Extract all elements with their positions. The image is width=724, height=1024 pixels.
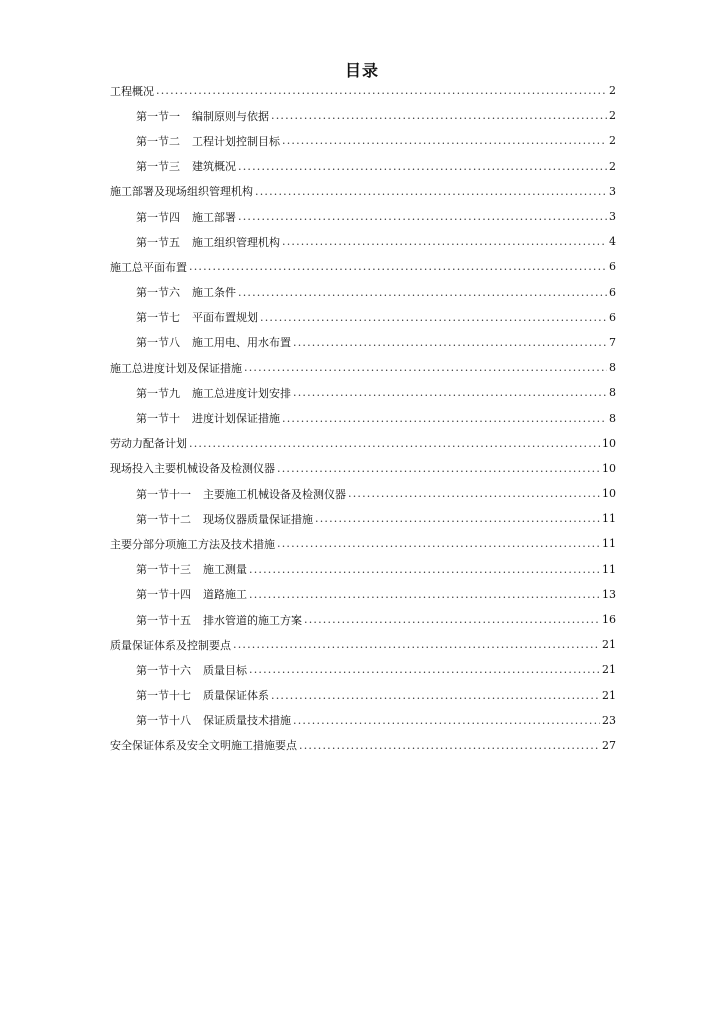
toc-dot-leader: [299, 739, 600, 752]
toc-page-number: 2: [609, 134, 616, 148]
toc-section-number: 第一节十三: [136, 563, 191, 577]
toc-entry-text: 质量保证体系: [203, 689, 269, 703]
toc-dot-leader: [293, 386, 607, 399]
toc-subentry[interactable]: [110, 229, 616, 254]
toc-entry[interactable]: [110, 456, 616, 481]
toc-page-number: 23: [602, 713, 616, 727]
toc-dot-leader: [233, 638, 600, 651]
toc-entry-text: 施工部署: [192, 210, 236, 224]
toc-entry-text: 施工部署及现场组织管理机构: [110, 185, 253, 199]
toc-page-number: 6: [609, 260, 616, 274]
toc-page-number: 8: [609, 411, 616, 425]
toc-dot-leader: [271, 109, 607, 122]
toc-dot-leader: [260, 311, 607, 324]
toc-section-number: 第一节十二: [136, 512, 191, 526]
toc-dot-leader: [348, 487, 600, 500]
toc-dot-leader: [277, 462, 600, 475]
toc-dot-leader: [293, 336, 607, 349]
toc-subentry[interactable]: [110, 330, 616, 355]
toc-page-number: 10: [602, 436, 616, 450]
toc-entry-text: 施工条件: [192, 286, 236, 300]
toc-subentry[interactable]: [110, 657, 616, 682]
toc-page-number: 11: [602, 562, 616, 576]
toc-entry[interactable]: [110, 531, 616, 556]
toc-page-number: 3: [609, 210, 616, 224]
toc-entry-text: 质量保证体系及控制要点: [110, 638, 231, 652]
toc-entry-text: 保证质量技术措施: [203, 714, 291, 728]
toc-entry-text: 施工总平面布置: [110, 260, 187, 274]
toc-entry-text: 施工组织管理机构: [192, 235, 280, 249]
toc-entry-text: 施工用电、用水布置: [192, 336, 291, 350]
toc-section-number: 第一节十一: [136, 487, 191, 501]
toc-section-number: 第一节一: [136, 109, 180, 123]
toc-dot-leader: [249, 588, 600, 601]
toc-dot-leader: [282, 134, 607, 147]
toc-page-number: 27: [602, 738, 616, 752]
toc-subentry[interactable]: [110, 103, 616, 128]
toc-entry-text: 编制原则与依据: [192, 109, 269, 123]
toc-page-number: 4: [609, 235, 616, 249]
toc-entry-text: 建筑概况: [192, 160, 236, 174]
toc-entry-text: 劳动力配备计划: [110, 437, 187, 451]
toc-page-number: 7: [609, 335, 616, 349]
toc-dot-leader: [271, 689, 600, 702]
toc-section-number: 第一节八: [136, 336, 180, 350]
toc-section-number: 第一节十五: [136, 613, 191, 627]
toc-entry-text: 平面布置规划: [192, 311, 258, 325]
toc-entry[interactable]: [110, 733, 616, 758]
toc-page-number: 8: [609, 361, 616, 375]
toc-dot-leader: [249, 563, 600, 576]
toc-subentry[interactable]: [110, 506, 616, 531]
toc-entry-text: 工程计划控制目标: [192, 134, 280, 148]
toc-dot-leader: [244, 361, 607, 374]
toc-dot-leader: [255, 185, 607, 198]
toc-section-number: 第一节十六: [136, 663, 191, 677]
toc-dot-leader: [238, 210, 607, 223]
toc-section-number: 第一节五: [136, 235, 180, 249]
toc-page-number: 8: [609, 386, 616, 400]
toc-subentry[interactable]: [110, 154, 616, 179]
toc-page-number: 3: [609, 184, 616, 198]
toc-section-number: 第一节二: [136, 134, 180, 148]
toc-entry-text: 安全保证体系及安全文明施工措施要点: [110, 739, 297, 753]
toc-dot-leader: [156, 84, 607, 97]
toc-section-number: 第一节三: [136, 160, 180, 174]
toc-entry-text: 主要施工机械设备及检测仪器: [203, 487, 346, 501]
toc-dot-leader: [189, 437, 600, 450]
toc-section-number: 第一节四: [136, 210, 180, 224]
toc-subentry[interactable]: [110, 683, 616, 708]
toc-dot-leader: [277, 537, 600, 550]
toc-entry-text: 道路施工: [203, 588, 247, 602]
toc-entry-text: 排水管道的施工方案: [203, 613, 302, 627]
toc-entry-text: 现场仪器质量保证措施: [203, 512, 313, 526]
toc-page-number: 16: [602, 613, 616, 627]
toc-entry-text: 施工总进度计划安排: [192, 386, 291, 400]
toc-entry-text: 现场投入主要机械设备及检测仪器: [110, 462, 275, 476]
toc-section-number: 第一节七: [136, 311, 180, 325]
toc-subentry[interactable]: [110, 204, 616, 229]
toc-entry[interactable]: [110, 78, 616, 103]
toc-page-number: 10: [602, 487, 616, 501]
page-title: 目录: [344, 61, 379, 80]
toc-page-number: 21: [602, 638, 616, 652]
toc-page-number: 6: [609, 285, 616, 299]
toc-entry-text: 质量目标: [203, 663, 247, 677]
toc-subentry[interactable]: [110, 481, 616, 506]
toc-dot-leader: [282, 235, 607, 248]
toc-dot-leader: [282, 412, 607, 425]
toc-entry-text: 施工测量: [203, 563, 247, 577]
toc-dot-leader: [189, 260, 607, 273]
toc-subentry[interactable]: [110, 280, 616, 305]
toc-entry[interactable]: [110, 355, 616, 380]
toc-section-number: 第一节十四: [136, 588, 191, 602]
toc-section-number: 第一节六: [136, 286, 180, 300]
toc-entry-text: 主要分部分项施工方法及技术措施: [110, 537, 275, 551]
toc-page-number: 2: [609, 109, 616, 123]
table-of-contents: [110, 78, 616, 758]
toc-subentry[interactable]: [110, 405, 616, 430]
toc-entry-text: 进度计划保证措施: [192, 412, 280, 426]
toc-page-number: 10: [602, 461, 616, 475]
toc-dot-leader: [238, 160, 607, 173]
toc-entry-text: 施工总进度计划及保证措施: [110, 361, 242, 375]
toc-page-number: 11: [602, 512, 616, 526]
toc-entry[interactable]: [110, 431, 616, 456]
toc-section-number: 第一节十: [136, 412, 180, 426]
toc-dot-leader: [293, 714, 600, 727]
toc-subentry[interactable]: [110, 607, 616, 632]
toc-subentry[interactable]: [110, 557, 616, 582]
toc-dot-leader: [249, 663, 600, 676]
toc-section-number: 第一节十八: [136, 714, 191, 728]
toc-section-number: 第一节九: [136, 386, 180, 400]
toc-page-number: 6: [609, 310, 616, 324]
toc-entry[interactable]: [110, 254, 616, 279]
toc-subentry[interactable]: [110, 582, 616, 607]
toc-page-number: 2: [609, 159, 616, 173]
toc-page-number: 21: [602, 663, 616, 677]
toc-dot-leader: [315, 512, 600, 525]
toc-subentry[interactable]: [110, 305, 616, 330]
toc-dot-leader: [238, 286, 607, 299]
toc-entry[interactable]: [110, 179, 616, 204]
toc-entry[interactable]: [110, 632, 616, 657]
toc-section-number: 第一节十七: [136, 689, 191, 703]
toc-entry-text: 工程概况: [110, 84, 154, 98]
toc-page-number: 13: [602, 587, 616, 601]
toc-subentry[interactable]: [110, 380, 616, 405]
toc-dot-leader: [304, 613, 600, 626]
toc-page-number: 2: [609, 84, 616, 98]
toc-subentry[interactable]: [110, 708, 616, 733]
toc-subentry[interactable]: [110, 128, 616, 153]
toc-page-number: 21: [602, 688, 616, 702]
toc-page-number: 11: [602, 537, 616, 551]
